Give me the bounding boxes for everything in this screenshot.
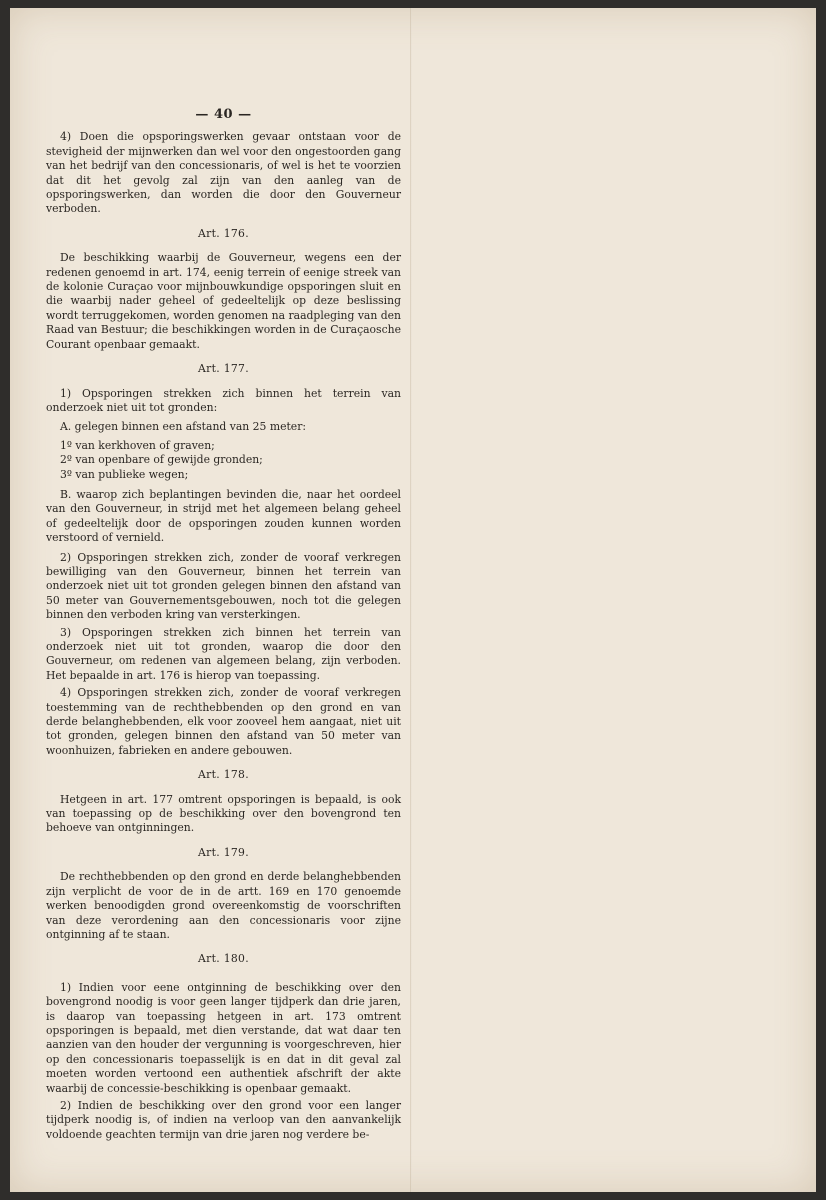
article-heading: Art. 176.	[198, 226, 249, 240]
paragraph: Hetgeen in art. 177 omtrent opsporingen is bepaald, is ook van toepassing op de beschikking over den bovengrond ten behoeve van ontginningen.	[46, 792, 401, 835]
article-heading: Art. 180.	[198, 952, 249, 966]
sub-item: A. gelegen binnen een afstand van 25 meter:	[60, 420, 306, 434]
ordinal-item: 2º van openbare of gewijde gronden;	[60, 453, 263, 467]
paragraph: De rechthebbenden op den grond en derde belanghebbenden zijn verplicht de voor de in de artt. 169 en 170 genoemde werken benoodigden grond overeenkomstig de voorschriften van deze verordening aan den concessionaris voor zijne ontginning af te staan.	[46, 870, 401, 941]
page-number: — 40 —	[195, 107, 252, 122]
paragraph: 2) Opsporingen strekken zich, zonder de vooraf verkregen bewilliging van den Gouverneur, binnen het terrein van onderzoek niet uit tot gronden gelegen binnen den afstand van 50 meter van Gouvernementsgebouwen, noch tot die gelegen binnen den verboden kring van versterkingen.	[46, 550, 401, 622]
article-heading: Art. 178.	[198, 768, 249, 782]
article-heading: Art. 177.	[198, 362, 249, 376]
paragraph: B. waarop zich beplantingen bevinden die, naar het oordeel van den Gouverneur, in strijd met het algemeen belang geheel of gedeeltelijk door de opsporingen zouden kunnen worden verstoord of vernield.	[46, 487, 401, 545]
paragraph: 4) Opsporingen strekken zich, zonder de vooraf verkregen toestemming van de rechthebbenden op den grond en van derde belanghebbenden, elk voor zooveel hem aangaat, niet uit tot gronden, gelegen binnen den afstand van 50 meter van woonhuizen, fabrieken en andere gebouwen.	[46, 686, 401, 757]
paragraph: 1) Opsporingen strekken zich binnen het terrein van onderzoek niet uit tot gronden:	[46, 386, 401, 414]
paragraph: 1) Indien voor eene ontginning de beschikking over den bovengrond noodig is voor geen langer tijdperk dan drie jaren, is daarop van toepassing hetgeen in art. 173 omtrent opsporingen is bepaald, met dien verstande, dat wat daar ten aanzien van den houder der vergunning is voorgeschreven, hier op den concessionaris toepasselijk is en dat in dit geval zal moeten worden vertoond een authentiek afschrift der akte waarbij de concessie-beschikking is openbaar gemaakt.	[46, 980, 401, 1095]
document-text	[46, 108, 401, 1147]
paragraph: De beschikking waarbij de Gouverneur, wegens een der redenen genoemd in art. 174, eenig terrein of eenige streek van de kolonie Curaçao voor mijnbouwkundige opsporingen sluit en die waarbij nader geheel of gedeeltelijk op deze beslissing wordt terruggekomen, worden genomen na raadpleging van den Raad van Bestuur; die beschikkingen worden in de Curaçaosche Courant openbaar gemaakt.	[46, 251, 402, 351]
ordinal-item: 1º van kerkhoven of graven;	[60, 438, 215, 452]
article-heading: Art. 179.	[198, 845, 249, 859]
paragraph: 3) Opsporingen strekken zich binnen het terrein van onderzoek niet uit tot gronden, waarop die door den Gouverneur, om redenen van algemeen belang, zijn verboden. Het bepaalde in art. 176 is hierop van toepassing.	[46, 625, 401, 682]
ordinal-item: 3º van publieke wegen;	[60, 467, 189, 481]
paragraph: 2) Indien de beschikking over den grond voor een langer tijdperk noodig is, of indien na verloop van den aanvankelijk voldoende geachten termijn van drie jaren nog verdere be-	[46, 1098, 401, 1141]
page-fold	[410, 8, 412, 1192]
paragraph: 4) Doen die opsporingswerken gevaar ontstaan voor de stevigheid der mijnwerken dan wel voor den ongestoorden gang van het bedrijf van den concessionaris, of wel is het te voorzien dat dit het gevolg zal zijn van den aanleg van de opsporingswerken, dan worden die door den Gouverneur verboden.	[46, 130, 401, 216]
